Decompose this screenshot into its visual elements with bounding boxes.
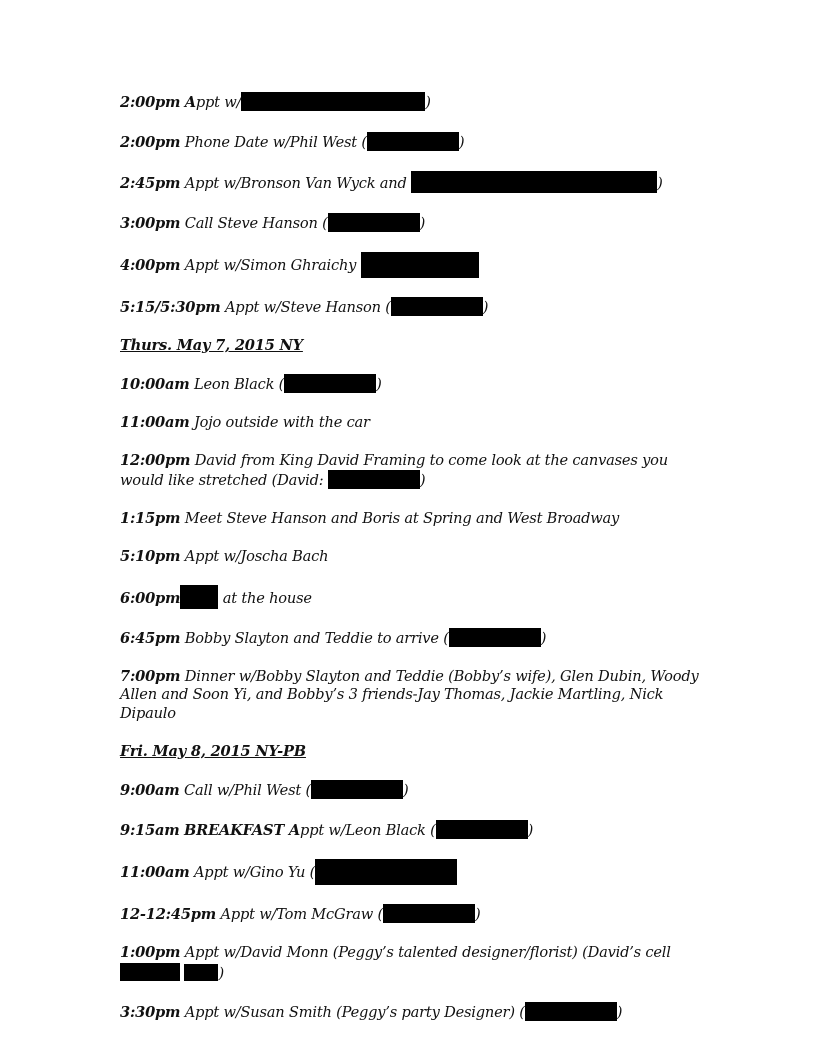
entry-time: 1:15pm: [120, 509, 181, 527]
entry-text: Appt w/Tom McGraw (: [220, 906, 383, 924]
entry-close: ): [616, 1004, 623, 1022]
entry-text: Call w/Phil West (: [184, 782, 311, 800]
redaction-box: [449, 628, 541, 647]
entry-close: ): [403, 782, 409, 800]
entry-time: 2:45pm: [120, 175, 181, 193]
redaction-box: [436, 820, 528, 839]
redaction-box: [333, 92, 425, 111]
entry-time: 1:00pm: [120, 943, 181, 961]
entry-close: ): [527, 821, 534, 839]
schedule-entry: [120, 297, 700, 318]
schedule-entry: [120, 1002, 700, 1023]
redaction-box: [328, 213, 420, 232]
entry-close: ): [419, 472, 426, 490]
redaction-box: [525, 1002, 617, 1021]
entry-close: ): [540, 629, 547, 647]
entry-time: 5:15/5:30pm: [120, 299, 221, 317]
entry-time: 6:45pm: [120, 629, 181, 647]
entry-text: Appt w/Susan Smith (Peggy’s party Designer) (: [184, 1004, 525, 1022]
redaction-box: [391, 297, 483, 316]
entry-time: 12:00pm: [120, 451, 191, 469]
schedule-entry: [120, 171, 700, 194]
entry-close: ): [657, 175, 663, 193]
redaction-box: [241, 92, 333, 111]
entry-text: Call Steve Hanson (: [184, 214, 328, 232]
redaction-box: [284, 374, 376, 393]
redaction-box: [367, 132, 459, 151]
schedule-entry: [120, 628, 700, 649]
schedule-entry: [120, 452, 700, 492]
schedule-entry: [120, 252, 700, 278]
schedule-entry: [120, 374, 700, 395]
entry-text: Appt w/Bronson Van Wyck and: [184, 175, 407, 193]
schedule-entry: [120, 92, 700, 113]
entry-close: ): [376, 376, 382, 394]
entry-close: ): [425, 94, 431, 111]
day-heading: Thurs. May 7, 2015 NY: [120, 336, 303, 354]
entry-text: Jojo outside with the car: [193, 413, 370, 431]
schedule-entry: [120, 585, 700, 609]
entry-time: 10:00am: [120, 376, 190, 394]
schedule-entry: [120, 132, 700, 153]
redaction-box: [328, 470, 420, 489]
entry-close: ): [218, 964, 224, 982]
entry-text: Dinner w/Bobby Slayton and Teddie (Bobby’s wife), Glen Dubin, Woody Allen and Soon Yi, and Bobby’s 3 friends-Jay Thomas, Jackie Martling, Nick Dipaulo: [120, 667, 699, 723]
entry-bold-letter: A: [184, 94, 196, 111]
entry-text: Leon Black (: [193, 376, 285, 394]
entry-time: 11:00am: [120, 864, 190, 882]
entry-time: 9:15am: [120, 821, 180, 839]
day-heading: Fri. May 8, 2015 NY-PB: [120, 742, 306, 760]
schedule-entry: [120, 904, 700, 925]
redaction-box: [311, 780, 403, 799]
entry-time: 9:00am: [120, 782, 180, 800]
entry-time: 4:00pm: [120, 257, 181, 275]
entry-time: 6:00pm: [120, 590, 181, 608]
entry-time: 3:00pm: [120, 214, 181, 232]
redaction-box: [315, 859, 457, 885]
schedule-entry: [120, 944, 700, 984]
entry-close: ): [482, 299, 489, 317]
redaction-box: [184, 964, 218, 981]
schedule-entry: [120, 510, 700, 529]
entry-text: Bobby Slayton and Teddie to arrive (: [184, 629, 449, 647]
entry-text: Phone Date w/Phil West (: [184, 133, 367, 151]
entry-bold-text: BREAKFAST A: [184, 821, 301, 839]
entry-close: ): [474, 906, 481, 924]
entry-time: 12-12:45pm: [120, 906, 217, 924]
redaction-box: [411, 171, 657, 193]
entry-text: Appt w/David Monn (Peggy’s talented designer/florist) (David’s cell: [184, 943, 671, 961]
entry-time: 7:00pm: [120, 667, 181, 685]
schedule-entry: [120, 548, 700, 567]
entry-text: Meet Steve Hanson and Boris at Spring and West Broadway: [184, 509, 620, 527]
schedule-entry: [120, 780, 700, 801]
entry-time: 5:10pm: [120, 547, 181, 565]
entry-text: at the house: [222, 590, 312, 608]
schedule-entry: [120, 859, 700, 885]
entry-text: ppt w/Leon Black (: [300, 821, 436, 839]
schedule-entry: [120, 213, 700, 234]
redaction-box: [120, 963, 180, 981]
schedule-entry: [120, 820, 700, 841]
entry-text: ppt w/: [195, 94, 242, 111]
redaction-box: [383, 904, 475, 923]
entry-text: Appt w/Steve Hanson (: [224, 299, 391, 317]
schedule-entry: [120, 668, 700, 724]
entry-time: 11:00am: [120, 413, 190, 431]
entry-text: David from King David Framing to come look at the canvases you would like stretched (David:: [120, 451, 668, 490]
entry-text: Appt w/Simon Ghraichy: [184, 257, 357, 275]
schedule-entry: [120, 414, 700, 433]
entry-close: ): [458, 133, 465, 151]
entry-time: 2:00pm: [120, 94, 181, 111]
entry-text: Appt w/Gino Yu (: [193, 864, 316, 882]
redaction-box: [361, 252, 479, 278]
entry-text: Appt w/Joscha Bach: [184, 547, 329, 565]
entry-close: ): [419, 214, 426, 232]
entry-time: 2:00pm: [120, 133, 181, 151]
entry-time: 3:30pm: [120, 1004, 181, 1022]
schedule-page: [120, 92, 700, 1042]
redaction-box: [180, 585, 218, 609]
